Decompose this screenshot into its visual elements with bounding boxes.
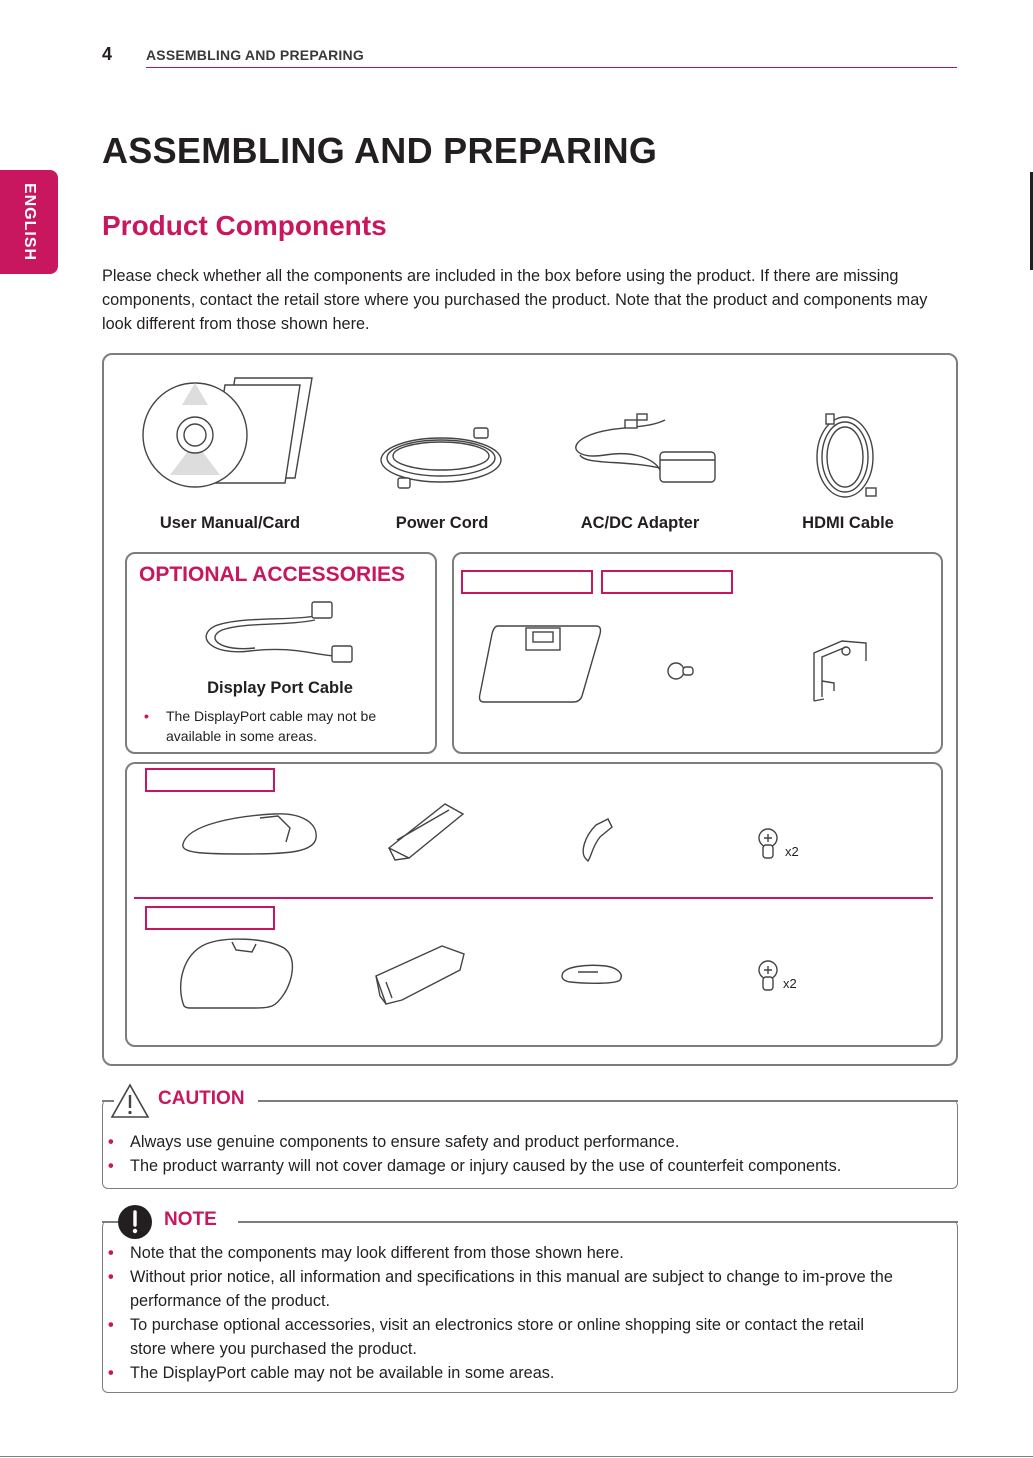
- note-item: • Note that the components may look different from those shown here.: [102, 1241, 902, 1265]
- cd-and-manual-icon: [140, 375, 320, 485]
- screw-icon: [666, 660, 696, 684]
- item-label-hdmi-cable: HDMI Cable: [802, 514, 894, 532]
- screw-icon: [756, 960, 780, 992]
- displayport-cable-note: • The DisplayPort cable may not be available in some areas.: [144, 708, 377, 744]
- optional-accessories-title: OPTIONAL ACCESSORIES: [139, 563, 406, 586]
- note-frame-edge: [238, 1221, 958, 1223]
- bottom-rule: [0, 1456, 1033, 1457]
- page-number: 4: [102, 44, 113, 64]
- note-item: • To purchase optional accessories, visit an electronics store or online shopping site or contact the retail store where you purchased the product.: [102, 1313, 902, 1361]
- screw-icon: [756, 828, 780, 860]
- caution-item: • The product warranty will not cover damage or injury caused by the use of counterfeit components.: [102, 1154, 942, 1178]
- adapter-icon: [565, 410, 725, 495]
- model-tag-box: [145, 906, 275, 930]
- warning-triangle-icon: [110, 1083, 150, 1119]
- model-tag-box: [461, 570, 593, 594]
- displayport-cable-icon: [200, 596, 360, 668]
- note-item: • Without prior notice, all information and specifications in this manual are subject to change to im-prove the performance of the product.: [102, 1265, 902, 1313]
- cable-holder-icon: [578, 817, 618, 863]
- stand-base-icon: [178, 808, 320, 858]
- page-title: ASSEMBLING AND PREPARING: [102, 130, 658, 171]
- language-tab: [0, 170, 58, 274]
- item-label-adapter: AC/DC Adapter: [580, 514, 700, 532]
- intro-paragraph: Please check whether all the components are included in the box before using the product. If there are missing components, contact the retail store where you purchased the product. Note that the product and components may look different from those shown here.: [102, 267, 928, 333]
- language-tab-label: ENGLISH: [21, 182, 38, 262]
- model-tag-box: [601, 570, 733, 594]
- caution-title: CAUTION: [158, 1088, 245, 1109]
- bullet-icon: •: [144, 708, 149, 724]
- hdmi-cable-icon: [808, 412, 888, 502]
- note-frame-edge: [102, 1221, 118, 1223]
- header-rule: [146, 67, 957, 68]
- running-header: ASSEMBLING AND PREPARING: [146, 47, 364, 63]
- model-tag-box: [145, 768, 275, 792]
- item-label-power-cord: Power Cord: [395, 514, 489, 532]
- item-label-user-manual: User Manual/Card: [159, 514, 301, 532]
- stand-bracket-icon: [808, 633, 870, 703]
- stand-neck-icon: [372, 942, 472, 1014]
- displayport-cable-label: Display Port Cable: [207, 679, 353, 697]
- quantity-label: x2: [785, 844, 799, 859]
- note-title: NOTE: [164, 1209, 217, 1230]
- note-item: • The DisplayPort cable may not be available in some areas.: [102, 1361, 902, 1385]
- note-exclamation-icon: [117, 1204, 153, 1240]
- power-cord-icon: [378, 420, 508, 495]
- stand-base-icon: [176, 936, 296, 1012]
- section-title: Product Components: [102, 210, 387, 241]
- caution-item: • Always use genuine components to ensure safety and product performance.: [102, 1130, 942, 1154]
- stand-base-icon: [478, 622, 603, 704]
- stand-neck-icon: [385, 800, 467, 862]
- cable-holder-icon: [558, 962, 626, 986]
- quantity-label: x2: [783, 976, 797, 991]
- caution-frame-edge: [258, 1100, 958, 1102]
- caution-list: [102, 1130, 942, 1178]
- note-list: [102, 1241, 902, 1385]
- divider: [134, 897, 933, 899]
